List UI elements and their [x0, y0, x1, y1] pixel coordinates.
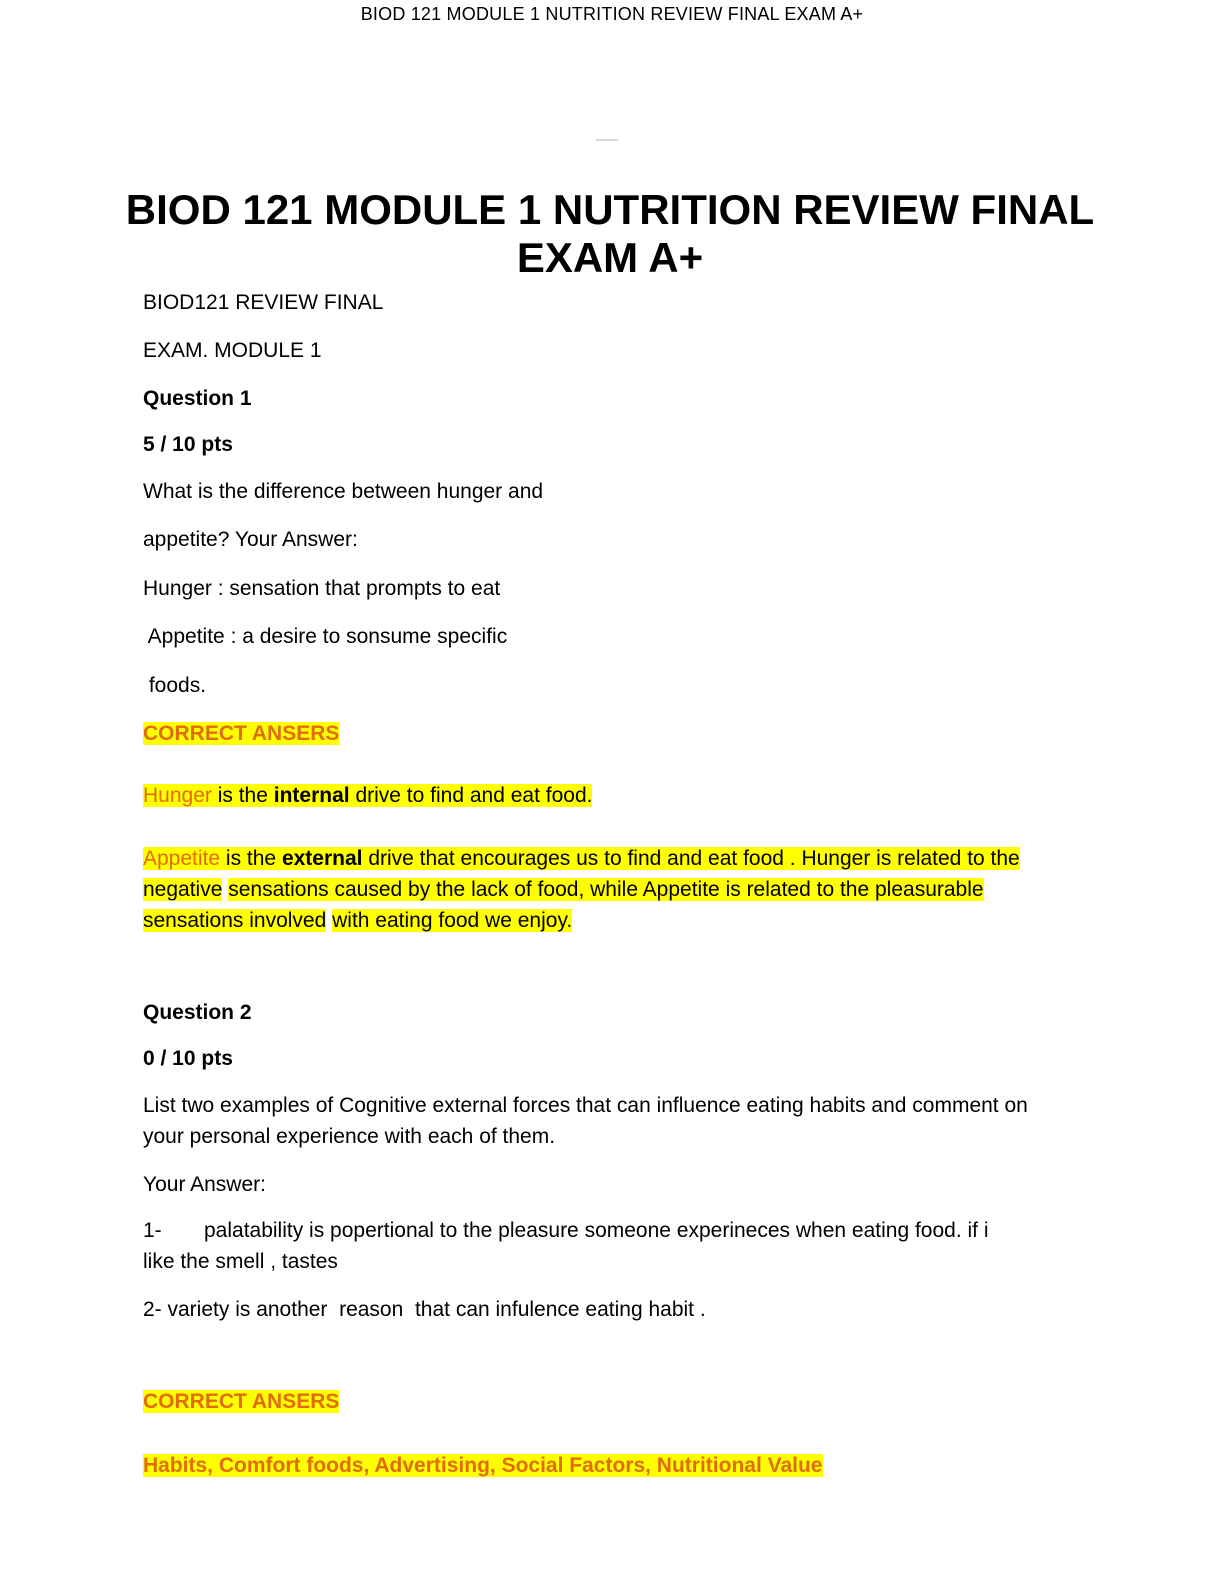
- appetite-line3a: sensations involved: [143, 909, 327, 932]
- intro-line-2: EXAM. MODULE 1: [143, 339, 322, 362]
- question-1-points: 5 / 10 pts: [143, 433, 233, 456]
- appetite-line3b: with eating food we enjoy.: [332, 909, 573, 932]
- document-title: [110, 186, 1110, 282]
- question-1-correct-hunger: [143, 780, 592, 811]
- question-2-prompt-1: List two examples of Cognitive external forces that can influence eating habits and comment on: [143, 1094, 1028, 1117]
- hunger-text-2: drive to find and eat food.: [349, 784, 593, 807]
- running-header: BIOD 121 MODULE 1 NUTRITION REVIEW FINAL EXAM A+: [360, 4, 864, 24]
- question-2-answer-1-line-2: like the smell , tastes: [143, 1250, 338, 1273]
- question-1-answer-1: Hunger : sensation that prompts to eat: [143, 577, 501, 600]
- appetite-line2a: negative: [143, 878, 223, 901]
- question-2-label: Question 2: [143, 1001, 252, 1024]
- appetite-text-2: drive that encourages us to find and eat food . Hunger is related to the: [362, 847, 1020, 870]
- question-2-your-answer: Your Answer:: [143, 1173, 266, 1196]
- answer-1-number: 1-: [143, 1219, 162, 1242]
- question-1-label: Question 1: [143, 387, 252, 410]
- hunger-text-1: is the: [211, 784, 274, 807]
- correct-list-text: Habits, Comfort foods, Advertising, Social Factors, Nutritional Value: [143, 1454, 823, 1477]
- question-1-prompt-2: appetite? Your Answer:: [143, 528, 358, 551]
- question-2-prompt-2: your personal experience with each of them.: [143, 1125, 556, 1148]
- question-2-correct-label: [143, 1386, 339, 1417]
- term-hunger: Hunger: [143, 784, 212, 807]
- appetite-text-1: is the: [220, 847, 282, 870]
- correct-label-text: CORRECT ANSERS: [143, 722, 340, 745]
- question-2-answer-1-line-1: [143, 1215, 989, 1246]
- question-1-correct-appetite-3: [143, 905, 572, 936]
- hunger-bold: internal: [273, 784, 350, 807]
- appetite-line2b: sensations caused by the lack of food, while Appetite is related to the pleasurable: [228, 878, 984, 901]
- intro-line-1: BIOD121 REVIEW FINAL: [143, 291, 384, 314]
- question-1-correct-label: [143, 718, 339, 749]
- question-1-correct-appetite-1: [143, 843, 1020, 874]
- question-2-points: 0 / 10 pts: [143, 1047, 233, 1070]
- answer-1-text: palatability is popertional to the pleasure someone experineces when eating food. if i: [204, 1219, 989, 1242]
- question-1-answer-2: Appetite : a desire to sonsume specific: [143, 625, 508, 648]
- correct-label-text-2: CORRECT ANSERS: [143, 1390, 340, 1413]
- term-appetite: Appetite: [143, 847, 221, 870]
- question-1-correct-appetite-2: [143, 874, 984, 905]
- question-2-correct-list: [143, 1450, 823, 1481]
- title-line-1: BIOD 121 MODULE 1 NUTRITION REVIEW FINAL: [125, 186, 1095, 233]
- question-1-answer-3: foods.: [143, 674, 207, 697]
- question-2-answer-2: 2- variety is another reason that can infulence eating habit .: [143, 1298, 706, 1321]
- faint-mark: [596, 139, 618, 141]
- appetite-bold: external: [281, 847, 363, 870]
- title-line-2: EXAM A+: [516, 234, 704, 281]
- question-1-prompt-1: What is the difference between hunger and: [143, 480, 544, 503]
